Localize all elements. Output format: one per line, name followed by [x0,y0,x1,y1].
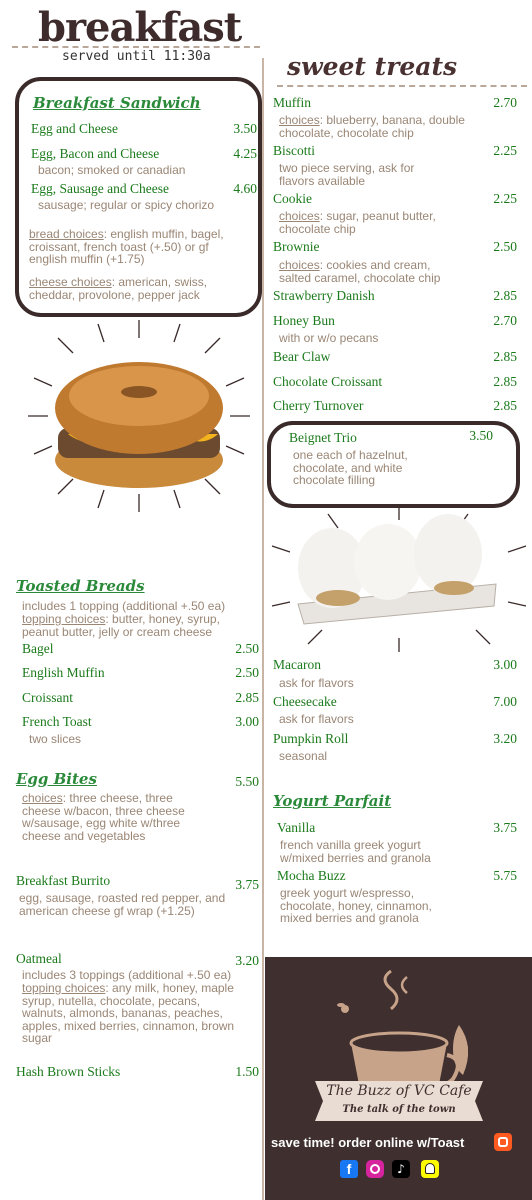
toast-icon[interactable] [494,1133,512,1151]
menu-item-name: Cookie [273,191,312,206]
menu-item-name: Hash Brown Sticks [16,1064,121,1079]
column-divider [262,58,264,1200]
sweet-treats-title: sweet treats [287,52,458,81]
menu-item-name: Mocha Buzz [277,868,346,883]
breakfast-sandwich-title: Breakfast Sandwich [33,94,201,112]
menu-item-name: Egg, Bacon and Cheese [31,146,160,161]
toasted-topping-choices [22,613,257,638]
bagel-sandwich-image [18,318,260,514]
menu-item-desc: egg, sausage, roasted red pepper, and american cheese gf wrap (+1.25) [19,891,226,918]
menu-item-price: 5.75 [493,868,517,883]
menu-item-price: 3.50 [233,121,257,136]
menu-item-name: Muffin [273,95,312,110]
menu-item-price: 2.85 [493,374,517,389]
menu-item-name: Strawberry Danish [273,288,375,303]
oatmeal-toppings-label: topping choices [22,981,106,995]
menu-item-price: 2.85 [493,349,517,364]
choices-text: : blueberry, banana, double chocolate, chocolate chip [279,113,465,140]
menu-item-price: 4.60 [233,181,257,196]
cheese-choices-label: cheese choices [29,275,112,289]
choices-text: : cookies and cream, salted caramel, chocolate chip [279,258,441,285]
choices-label: choices [279,113,320,127]
menu-item-price: 3.00 [235,714,259,729]
menu-item-name: English Muffin [22,665,105,680]
menu-item-name: Macaron [273,657,321,672]
menu-item-desc: one each of hazelnut, chocolate, and white chocolate filling [293,448,408,487]
topping-choices-text: : butter, honey, syrup, peanut butter, jelly or cream cheese [22,612,220,639]
menu-item-price: 2.70 [493,313,517,328]
facebook-icon[interactable]: f [340,1160,358,1178]
choices-text: : sugar, peanut butter, chocolate chip [279,209,436,236]
menu-item-price: 2.25 [493,191,517,206]
menu-item-desc: two piece serving, ask for flavors available [279,161,415,188]
menu-item-name: Bear Claw [273,349,331,364]
egg-bites-choices [22,792,192,842]
menu-item-name: Biscotti [273,143,316,158]
menu-item-price: 2.85 [493,288,517,303]
bread-choices [29,228,249,266]
menu-item-name: Vanilla [277,820,316,835]
menu-item-name: Egg, Sausage and Cheese [31,181,169,196]
oatmeal-toppings [22,982,240,1045]
menu-item-name: Beignet Trio [289,430,357,445]
menu-item-desc [279,114,484,139]
menu-item-name: Breakfast Burrito [16,873,111,888]
menu-item-desc: greek yogurt w/espresso, chocolate, honey, cinnamon, mixed berries and granola [280,886,432,925]
bread-choices-label: bread choices [29,227,104,241]
choices-label: choices [279,209,320,223]
menu-item-name: Chocolate Croissant [273,374,383,389]
egg-bites-choices-text: : three cheese, three cheese w/bacon, three cheese w/sausage, egg white w/three cheese and vegetables [22,791,185,843]
menu-item-name: Brownie [273,239,320,254]
menu-item-desc: ask for flavors [279,712,354,726]
cheese-choices [29,276,239,301]
egg-bites-price: 5.50 [235,774,259,789]
menu-item-name: Egg and Cheese [31,121,118,136]
tiktok-icon[interactable]: ♪ [392,1160,410,1178]
menu-item-desc: two slices [29,732,82,746]
menu-item-price: 2.50 [493,239,517,254]
menu-item-desc [279,259,464,284]
snapchat-icon[interactable] [421,1160,439,1178]
menu-item-name: Croissant [22,690,74,705]
logo-name: The Buzz of VC Cafe [326,1083,472,1099]
beignet-image [268,506,530,654]
menu-item-desc [279,210,464,235]
bread-choices-text: : english muffin, bagel, croissant, french toast (+.50) or gf english muffin (+1.75) [29,227,224,266]
order-online-text: save time! order online w/Toast [271,1135,465,1150]
menu-item-price: 3.50 [469,428,493,443]
menu-item-desc: french vanilla greek yogurt w/mixed berries and granola [280,838,431,865]
oatmeal-note: includes 3 toppings (additional +.50 ea) [22,968,232,982]
page-title: breakfast [38,4,242,51]
menu-item-name: Cherry Turnover [273,398,364,413]
menu-item-price: 2.85 [235,690,259,705]
yogurt-parfait-title: Yogurt Parfait [273,792,392,810]
menu-item-price: 3.20 [235,953,259,968]
menu-item-price: 3.20 [493,731,517,746]
egg-bites-choices-label: choices [22,791,63,805]
menu-item-name: Pumpkin Roll [273,731,349,746]
menu-item-name: Bagel [22,641,54,656]
menu-item-name: Cheesecake [273,694,337,709]
menu-item-name: French Toast [22,714,92,729]
toasted-note: includes 1 topping (additional +.50 ea) [22,599,226,613]
menu-item-desc: seasonal [279,749,328,763]
choices-label: choices [279,258,320,272]
menu-item-price: 2.25 [493,143,517,158]
menu-item-price: 2.70 [493,95,517,110]
menu-item-price: 2.50 [235,665,259,680]
menu-item-price: 3.75 [493,820,517,835]
menu-item-desc: sausage; regular or spicy chorizo [38,198,215,212]
egg-bites-title: Egg Bites [16,770,97,788]
header-divider [12,46,260,48]
menu-item-price: 3.75 [235,877,259,892]
menu-item-name: Oatmeal [16,951,62,966]
menu-item-price: 3.00 [493,657,517,672]
footer-panel [265,957,532,1200]
menu-item-price: 2.50 [235,641,259,656]
menu-item-desc: with or w/o pecans [279,331,379,345]
toasted-breads-title: Toasted Breads [16,577,145,595]
cheese-choices-text: : american, swiss, cheddar, provolone, pepper jack [29,275,208,302]
menu-item-price: 4.25 [233,146,257,161]
page-subtitle: served until 11:30a [62,49,211,64]
topping-choices-label: topping choices [22,612,106,626]
menu-item-price: 2.85 [493,398,517,413]
menu-item-desc: ask for flavors [279,676,354,690]
menu-item-name: Honey Bun [273,313,335,328]
menu-item-price: 1.50 [235,1064,259,1079]
sweet-divider [277,85,527,87]
oatmeal-toppings-text: : any milk, honey, maple syrup, nutella, chocolate, pecans, walnuts, almonds, bananas, peaches, apples, mixed berries, cinnamon, brown sugar [22,981,235,1045]
logo-tagline: The talk of the town [342,1104,456,1115]
menu-item-price: 7.00 [493,694,517,709]
instagram-icon[interactable] [366,1160,384,1178]
menu-item-desc: bacon; smoked or canadian [38,163,186,177]
